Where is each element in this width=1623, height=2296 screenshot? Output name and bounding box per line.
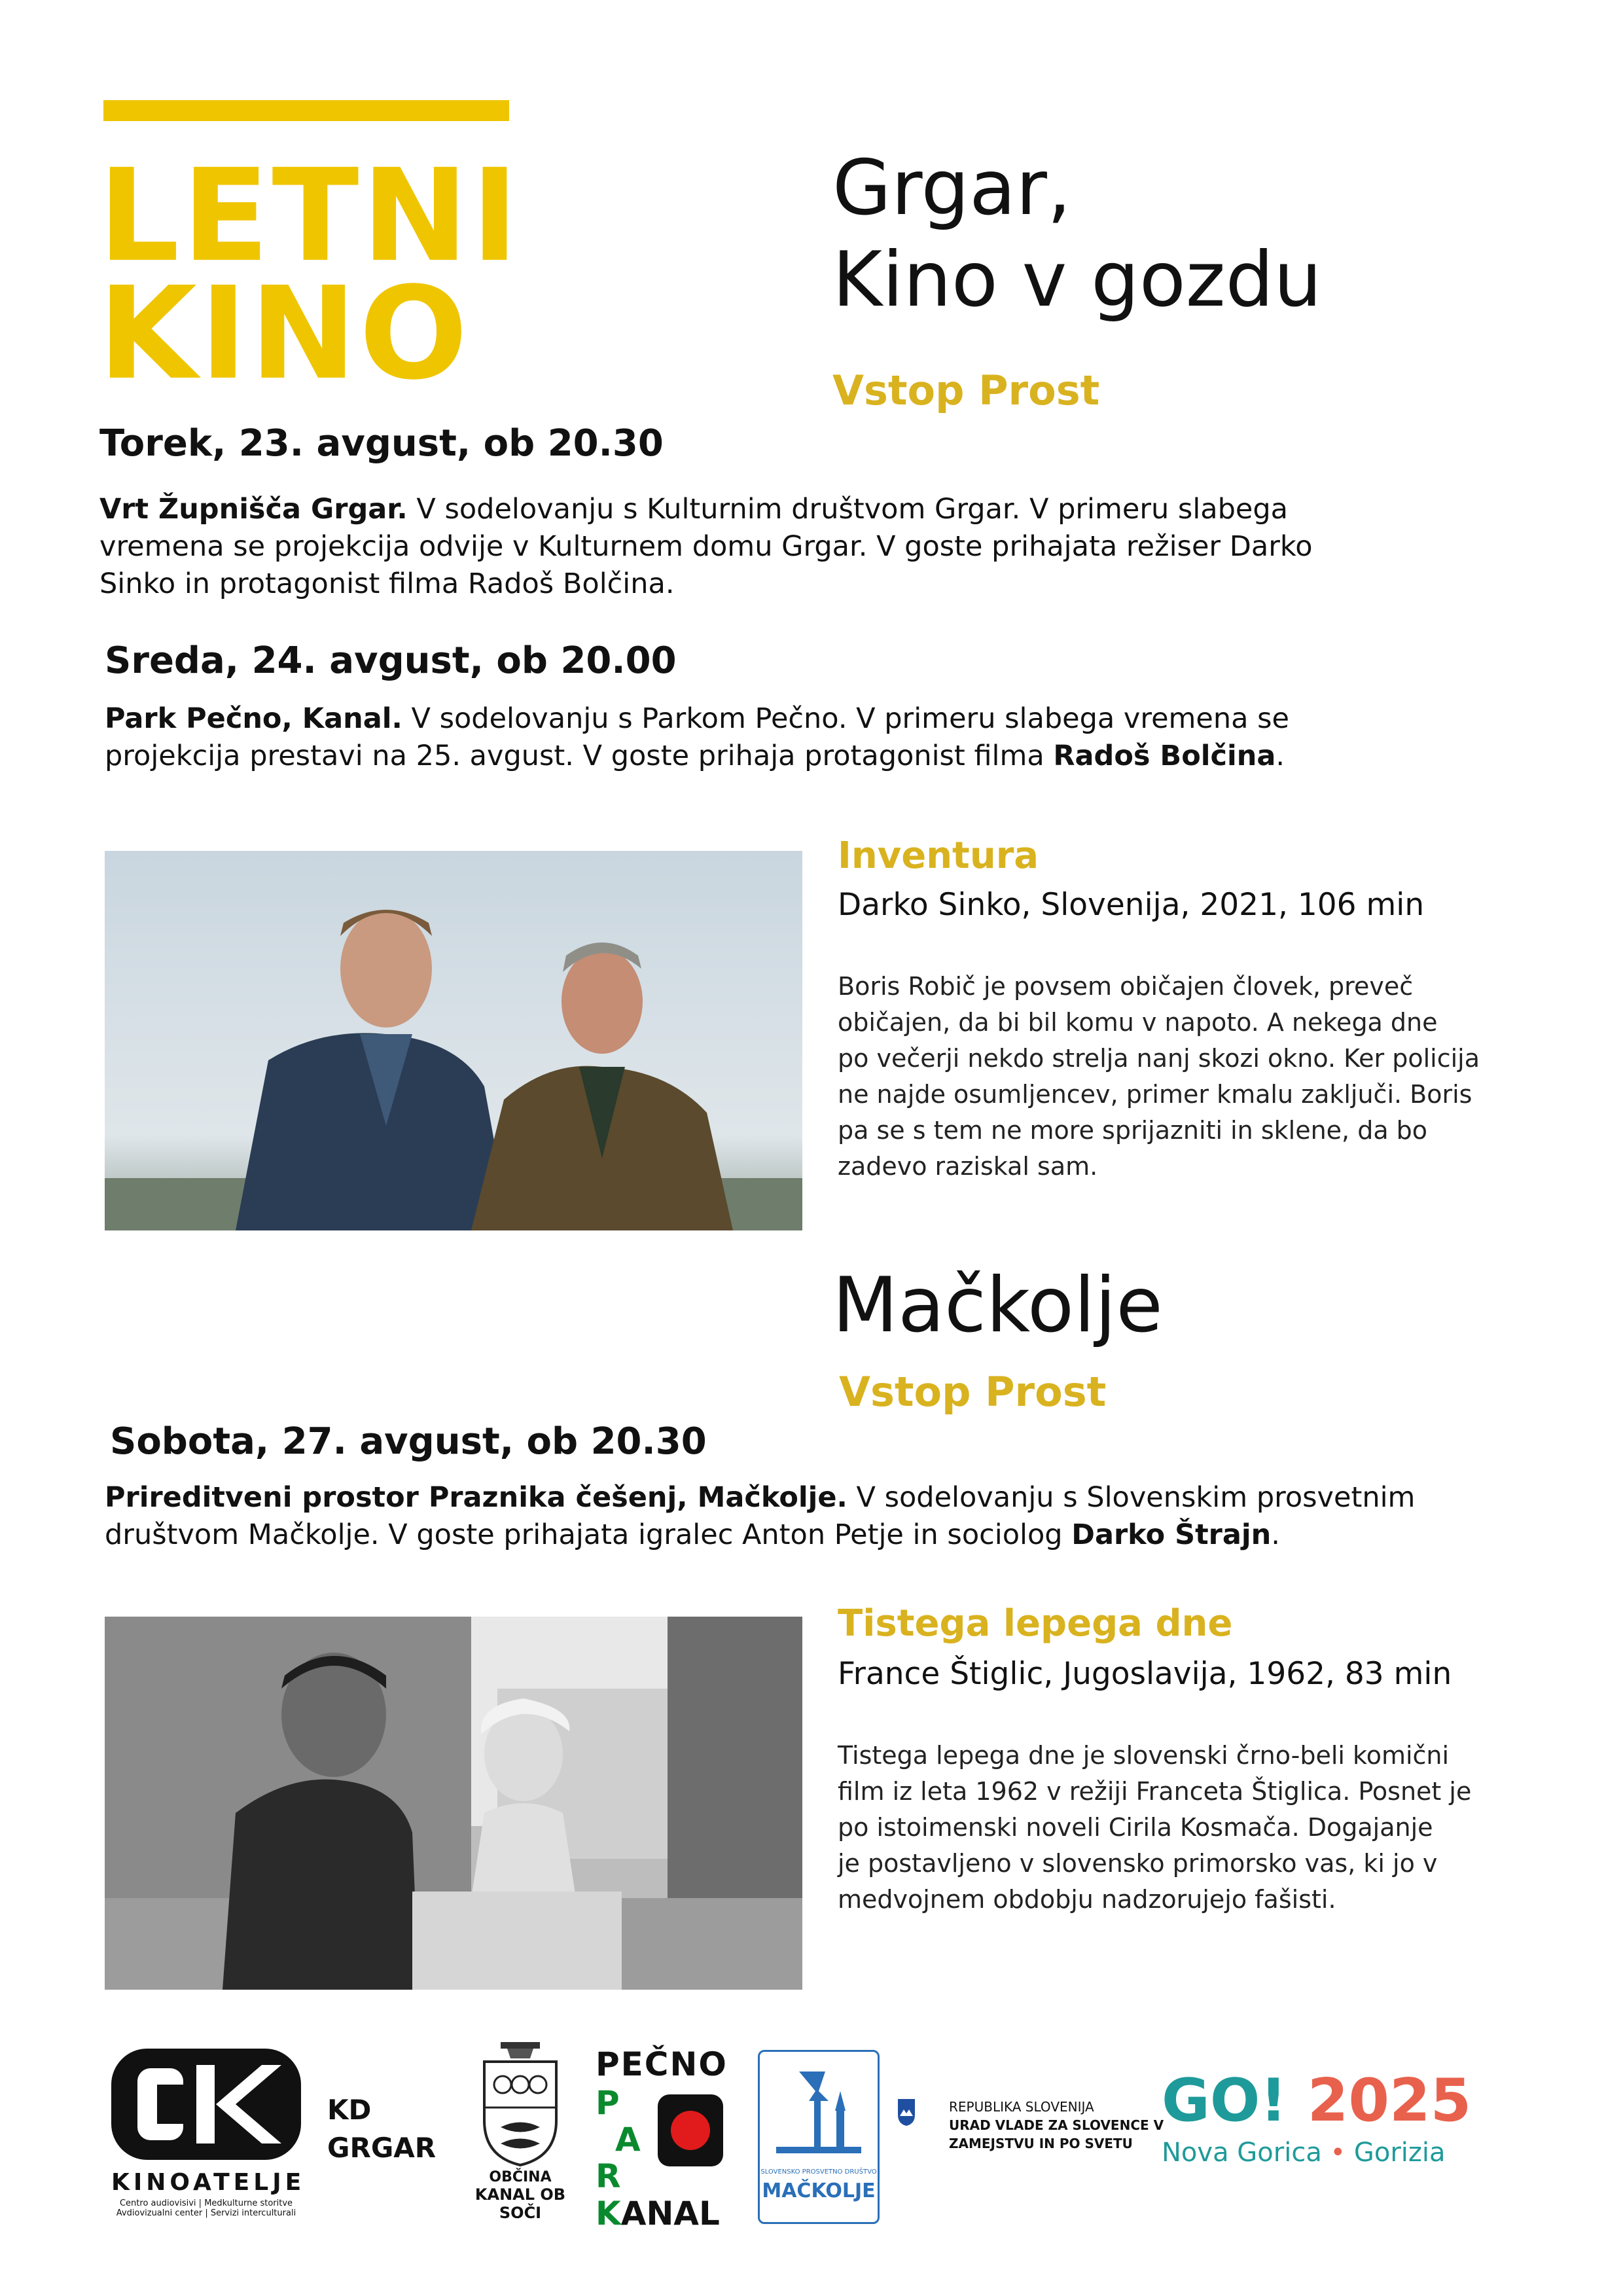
venue1-entry: Vstop Prost	[832, 367, 1100, 414]
brand-title	[98, 141, 522, 408]
film2-desc-line: po istoimenski noveli Cirila Kosmača. Dogajanje	[838, 1813, 1433, 1842]
film1-meta: Darko Sinko, Slovenija, 2021, 106 min	[838, 887, 1425, 923]
film1-desc-line: pa se s tem ne more sprijazniti in sklene, da bo	[838, 1116, 1428, 1145]
film2-description	[838, 1738, 1558, 1918]
venue1-title-line1: Grgar,	[832, 144, 1071, 232]
event2-place: Park Pečno, Kanal.	[105, 702, 402, 735]
brand-line-2: KINO	[98, 259, 471, 408]
mackolje-name: MAČKOLJE	[762, 2179, 876, 2202]
event1-line2: vremena se projekcija odvije v Kulturnem domu Grgar. V goste prihajata režiser Darko	[99, 530, 1313, 563]
kinoatelje-name: KINOATELJE	[111, 2169, 306, 2196]
event3-bold-name: Darko Štrajn	[1071, 1518, 1272, 1551]
film2-still-image	[105, 1617, 802, 1990]
event2-end: .	[1275, 740, 1285, 772]
film2-desc-line: Tistega lepega dne je slovenski črno-beli komični	[838, 1741, 1450, 1770]
kd-grgar-logo	[327, 2091, 436, 2167]
header-accent-bar	[103, 100, 509, 121]
film1-title: Inventura	[838, 834, 1039, 877]
slovenia-coat-of-arms-icon	[897, 2098, 916, 2126]
pecno-letter-p: P	[596, 2084, 620, 2122]
film2-desc-line: film iz leta 1962 v režiji Franceta Štiglica. Posnet je	[838, 1777, 1472, 1806]
event1-date: Torek, 23. avgust, ob 20.30	[99, 422, 664, 465]
venue2-title: Mačkolje	[832, 1261, 1163, 1350]
pecno-letter-a: A	[615, 2121, 641, 2159]
event3-end: .	[1271, 1518, 1280, 1551]
event3-line1: V sodelovanju s Slovenskim prosvetnim	[847, 1481, 1416, 1514]
coat-of-arms-icon	[478, 2042, 563, 2166]
film2-desc-line: je postavljeno v slovensko primorsko vas, ki jo v	[838, 1849, 1438, 1878]
film1-desc-line: Boris Robič je povsem običajen človek, preveč	[838, 972, 1414, 1001]
film2-meta: France Štiglic, Jugoslavija, 1962, 83 min	[838, 1656, 1452, 1692]
venue1-title	[832, 143, 1322, 326]
go-city1: Nova Gorica	[1162, 2138, 1322, 2168]
kinoatelje-sub1: Centro audiovisivi | Medkulturne storitve	[119, 2198, 293, 2208]
go-bullet: •	[1330, 2138, 1346, 2168]
film2-desc-line: medvojnem obdobju nadzorujejo fašisti.	[838, 1885, 1336, 1914]
park-pecno-logo	[596, 2045, 733, 2233]
film1-desc-line: zadevo raziskal sam.	[838, 1152, 1098, 1181]
event3-text	[105, 1479, 1577, 1554]
mackolje-spd-logo	[758, 2050, 880, 2224]
film1-desc-line: običajen, da bi bil komu v napoto. A nekega dne	[838, 1008, 1438, 1037]
go-year: 2025	[1307, 2066, 1472, 2135]
event1-place: Vrt Župnišča Grgar.	[99, 493, 408, 526]
obcina-kanal-logo	[458, 2042, 582, 2222]
pecno-rest: ANAL	[620, 2195, 720, 2233]
venue1-title-line2: Kino v gozdu	[832, 236, 1322, 324]
obcina-line1: OBČINA	[489, 2169, 552, 2185]
pecno-top: PEČNO	[596, 2045, 728, 2083]
mackolje-caption: SLOVENSKO PROSVETNO DRUŠTVO	[760, 2168, 877, 2176]
pecno-camera-icon	[658, 2094, 723, 2166]
film1-still-image	[105, 851, 802, 1230]
event3-place: Prireditveni prostor Praznika češenj, Mačkolje.	[105, 1481, 847, 1514]
obcina-line2: KANAL OB SOČI	[474, 2185, 566, 2222]
church-tower-icon	[763, 2052, 874, 2163]
pecno-letter-r: R	[596, 2157, 621, 2195]
film1-description	[838, 969, 1558, 1185]
event3-line2: društvom Mačkolje. V goste prihajata igralec Anton Petje in sociolog	[105, 1518, 1072, 1551]
sponsor-logos	[0, 2036, 1623, 2245]
kd-grgar-line2: GRGAR	[327, 2132, 437, 2164]
event2-line2: projekcija prestavi na 25. avgust. V goste prihaja protagonist filma	[105, 740, 1054, 772]
republika-line2: URAD VLADE ZA SLOVENCE V	[949, 2117, 1164, 2133]
go-city2: Gorizia	[1353, 2138, 1446, 2168]
film1-desc-line: po večerji nekdo strelja nanj skozi okno. Ker policija	[838, 1044, 1480, 1073]
republika-line1: REPUBLIKA SLOVENIJA	[949, 2099, 1094, 2115]
event1-line3: Sinko in protagonist filma Radoš Bolčina.	[99, 567, 675, 600]
kd-grgar-line1: KD	[327, 2094, 372, 2126]
kinoatelje-mark-icon	[111, 2049, 301, 2160]
republika-line3: ZAMEJSTVU IN PO SVETU	[949, 2136, 1133, 2151]
go2025-logo	[1162, 2068, 1502, 2168]
event1-line1: V sodelovanju s Kulturnim društvom Grgar. V primeru slabega	[407, 493, 1289, 526]
event1-text	[99, 491, 1539, 603]
venue2-entry: Vstop Prost	[839, 1368, 1107, 1416]
event2-date: Sreda, 24. avgust, ob 20.00	[105, 639, 677, 682]
pecno-letter-k: K	[596, 2195, 621, 2233]
kinoatelje-sub2: Avdiovizualni center | Servizi interculturali	[116, 2208, 296, 2218]
film2-title: Tistega lepega dne	[838, 1602, 1233, 1645]
event2-line1: V sodelovanju s Parkom Pečno. V primeru slabega vremena se	[402, 702, 1289, 735]
event2-text	[105, 700, 1544, 775]
event2-bold-name: Radoš Bolčina	[1053, 740, 1276, 772]
kinoatelje-logo	[111, 2049, 306, 2225]
event3-date: Sobota, 27. avgust, ob 20.30	[110, 1420, 707, 1463]
film1-desc-line: ne najde osumljencev, primer kmalu zaključi. Boris	[838, 1080, 1472, 1109]
go-text: GO!	[1162, 2066, 1287, 2135]
brand-line-1: LETNI	[98, 141, 522, 290]
